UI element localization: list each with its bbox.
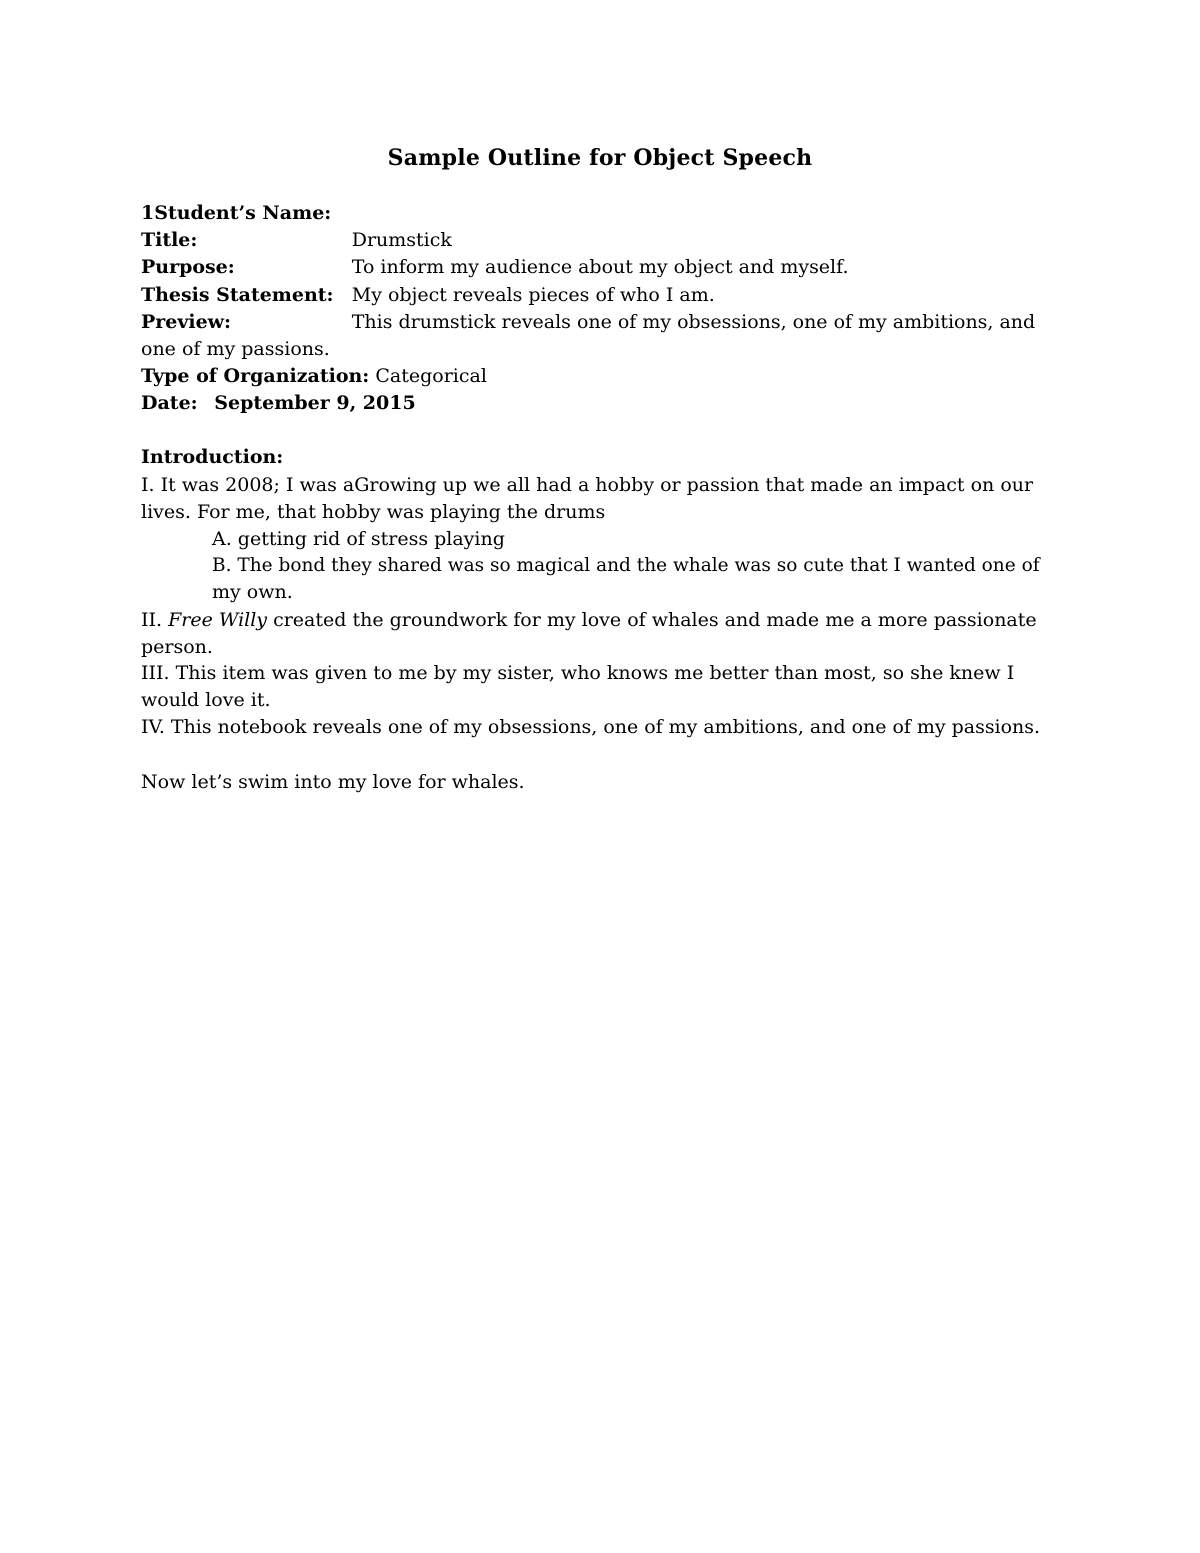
introduction-heading: Introduction: xyxy=(141,446,284,468)
intro-sub-point-a: A. getting rid of stress playing xyxy=(212,528,505,550)
preview-label: Preview: xyxy=(141,311,232,333)
intro-sub-point-b-line1: B. The bond they shared was so magical and the whale was so cute that I wanted one of xyxy=(212,554,1040,576)
intro-sub-point-b-line2: my own. xyxy=(212,581,293,603)
preview-row xyxy=(141,309,1040,336)
intro-point-2-line2: person. xyxy=(141,636,213,658)
title-label: Title: xyxy=(141,229,198,251)
purpose-row xyxy=(141,254,1040,281)
document-title: Sample Outline for Object Speech xyxy=(387,145,813,171)
preview-value-line2: one of my passions. xyxy=(141,338,330,360)
date-label: Date: xyxy=(141,392,198,414)
intro-point-3-line2: would love it. xyxy=(141,689,271,711)
intro-point-2-prefix: II. xyxy=(141,609,169,631)
title-value: Drumstick xyxy=(351,229,452,251)
thesis-row xyxy=(141,282,1040,309)
thesis-label: Thesis Statement: xyxy=(141,284,334,306)
title-row xyxy=(141,227,1040,254)
date-row xyxy=(141,390,416,417)
intro-point-2-rest: created the groundwork for my love of whales and made me a more passionate xyxy=(267,609,1037,631)
organization-row xyxy=(141,363,487,390)
purpose-value: To inform my audience about my object and myself. xyxy=(351,256,849,278)
intro-point-2-film-title: Free Willy xyxy=(168,609,268,631)
intro-point-3-line1: III. This item was given to me by my sister, who knows me better than most, so she knew I xyxy=(141,662,1015,684)
thesis-value: My object reveals pieces of who I am. xyxy=(351,284,715,306)
intro-point-4: IV. This notebook reveals one of my obsessions, one of my ambitions, and one of my passions. xyxy=(141,716,1041,738)
student-name-label: 1Student’s Name: xyxy=(141,202,332,224)
intro-point-1-line1: I. It was 2008; I was aGrowing up we all had a hobby or passion that made an impact on our xyxy=(141,474,1034,496)
organization-value: Categorical xyxy=(369,365,487,387)
date-value: September 9, 2015 xyxy=(214,392,416,414)
organization-label: Type of Organization: xyxy=(141,365,370,387)
purpose-label: Purpose: xyxy=(141,256,235,278)
transition-sentence: Now let’s swim into my love for whales. xyxy=(141,771,525,793)
intro-point-2-line1 xyxy=(141,607,1037,634)
intro-point-1-line2: lives. For me, that hobby was playing the drums xyxy=(141,501,606,523)
preview-value-line1: This drumstick reveals one of my obsessions, one of my ambitions, and xyxy=(351,311,1036,333)
